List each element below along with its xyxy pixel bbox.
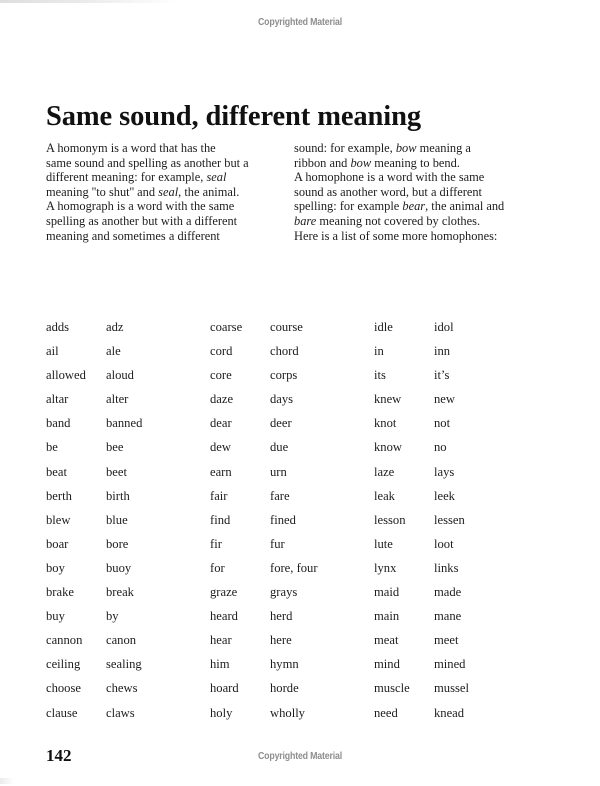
word-row (46, 537, 556, 561)
word-cell: allowed (46, 368, 86, 383)
intro-italic-bow: bow (350, 155, 372, 170)
intro-line (294, 199, 539, 214)
word-cell: laze (374, 464, 395, 479)
word-cell: know (374, 440, 402, 455)
word-cell: chord (270, 344, 299, 359)
word-row (46, 561, 556, 585)
word-cell: ceiling (46, 657, 81, 672)
word-row (46, 440, 556, 464)
word-cell: him (210, 657, 230, 672)
intro-text: different meaning: for example, (46, 170, 207, 185)
word-cell: it’s (434, 368, 450, 383)
intro-italic-seal: seal (158, 184, 179, 199)
word-cell: fined (270, 512, 296, 527)
intro-italic-seal: seal (206, 170, 227, 185)
word-cell: blew (46, 512, 71, 527)
word-cell: deer (270, 416, 292, 431)
word-cell: ail (46, 344, 59, 359)
scan-artifact (0, 0, 180, 3)
word-cell: herd (270, 609, 293, 624)
word-cell: inn (434, 344, 451, 359)
word-cell: lesson (374, 512, 406, 527)
intro-text: Here is a list of some more homophones: (294, 228, 498, 243)
word-cell: cannon (46, 633, 83, 648)
word-cell: bee (106, 440, 124, 455)
intro-line (294, 229, 539, 244)
word-cell: dew (210, 440, 231, 455)
intro-column-right (294, 141, 539, 243)
word-row (46, 368, 556, 392)
intro-line (46, 229, 286, 244)
word-cell: maid (374, 585, 400, 600)
word-cell: choose (46, 681, 81, 696)
intro-text: spelling: for example (294, 199, 403, 214)
word-cell: days (270, 392, 294, 407)
intro-text: ribbon and (294, 155, 351, 170)
word-cell: core (210, 368, 232, 383)
intro-line (294, 156, 539, 171)
page-number: 142 (46, 746, 72, 765)
word-cell: blue (106, 512, 128, 527)
intro-text: sound as another word, but a different (294, 184, 482, 199)
word-cell: adz (106, 320, 124, 334)
word-cell: hoard (210, 681, 239, 696)
word-cell: in (374, 344, 384, 359)
intro-text: spelling as another but with a different (46, 213, 238, 228)
word-cell: boy (46, 560, 65, 575)
word-cell: idol (434, 320, 454, 334)
word-cell: heard (210, 609, 238, 624)
word-cell: for (210, 560, 225, 575)
scan-artifact-bottom (0, 778, 14, 784)
word-row (46, 657, 556, 681)
intro-text: meaning a (416, 141, 471, 155)
word-cell: altar (46, 392, 69, 407)
intro-line (46, 170, 286, 185)
word-cell: claws (106, 705, 135, 720)
word-cell: banned (106, 416, 143, 431)
word-cell: knead (434, 705, 465, 720)
word-cell: buy (46, 609, 65, 624)
word-row (46, 585, 556, 609)
word-cell: band (46, 416, 71, 431)
intro-text: , the animal. (178, 184, 240, 199)
word-cell: urn (270, 464, 287, 479)
word-cell: find (210, 512, 231, 527)
word-cell: cord (210, 344, 233, 359)
word-cell: canon (106, 633, 137, 648)
intro-line (294, 185, 539, 200)
intro-text: meaning ''to shut'' and (46, 184, 159, 199)
word-cell: hear (210, 633, 232, 648)
word-cell: course (270, 320, 303, 334)
word-row (46, 416, 556, 440)
intro-line (46, 214, 286, 229)
word-cell: not (434, 416, 451, 431)
word-cell: leak (374, 488, 395, 503)
intro-text: meaning to bend. (371, 155, 460, 170)
intro-text: meaning and sometimes a different (46, 228, 220, 243)
word-row (46, 633, 556, 657)
word-cell: fore, four (270, 560, 318, 575)
word-cell: daze (210, 392, 234, 407)
word-cell: adds (46, 320, 70, 334)
word-cell: no (434, 440, 447, 455)
word-row (46, 344, 556, 368)
word-cell: idle (374, 320, 393, 334)
word-row (46, 513, 556, 537)
word-cell: clause (46, 705, 78, 720)
word-cell: meet (434, 633, 459, 648)
word-row (46, 320, 556, 344)
word-cell: birth (106, 488, 130, 503)
intro-column-left (46, 141, 286, 243)
word-cell: new (434, 392, 455, 407)
intro-line (46, 141, 286, 156)
word-cell: mind (374, 657, 400, 672)
word-cell: berth (46, 488, 72, 503)
word-cell: beat (46, 464, 67, 479)
word-cell: mane (434, 609, 462, 624)
page-title: Same sound, different meaning (46, 101, 422, 133)
intro-text: , the animal and (425, 199, 505, 214)
intro-text: same sound and spelling as another but a (46, 155, 249, 170)
word-cell: lessen (434, 512, 465, 527)
word-cell: earn (210, 464, 232, 479)
word-cell: lynx (374, 560, 397, 575)
word-cell: wholly (270, 705, 305, 720)
word-cell: its (374, 368, 386, 383)
intro-text: A homonym is a word that has the (46, 141, 216, 155)
watermark-bottom: Copyrighted Material (257, 751, 343, 762)
word-cell: break (106, 585, 134, 600)
intro-text: A homograph is a word with the same (46, 199, 235, 214)
word-cell: fur (270, 536, 285, 551)
intro-line (294, 141, 539, 156)
word-cell: mined (434, 657, 466, 672)
word-cell: hymn (270, 657, 299, 672)
word-cell: aloud (106, 368, 134, 383)
intro-line (294, 170, 539, 185)
watermark-top: Copyrighted Material (257, 17, 343, 28)
intro-italic-bear: bear (402, 199, 426, 214)
word-cell: horde (270, 681, 299, 696)
word-row (46, 706, 556, 730)
intro-line (46, 199, 286, 214)
intro-italic-bow: bow (395, 141, 417, 155)
word-cell: grays (270, 585, 298, 600)
word-cell: sealing (106, 657, 142, 672)
word-cell: leek (434, 488, 455, 503)
word-cell: graze (210, 585, 238, 600)
word-cell: beet (106, 464, 127, 479)
word-cell: ale (106, 344, 121, 359)
word-cell: links (434, 560, 459, 575)
word-cell: knot (374, 416, 397, 431)
word-row (46, 392, 556, 416)
word-row (46, 489, 556, 513)
word-cell: corps (270, 368, 298, 383)
word-cell: dear (210, 416, 232, 431)
word-cell: lays (434, 464, 455, 479)
word-cell: muscle (374, 681, 410, 696)
word-cell: holy (210, 705, 233, 720)
word-row (46, 609, 556, 633)
intro-italic-bare: bare (294, 213, 317, 228)
word-cell: here (270, 633, 292, 648)
word-cell: due (270, 440, 289, 455)
word-cell: fair (210, 488, 228, 503)
word-cell: coarse (210, 320, 243, 334)
intro-line (294, 214, 539, 229)
intro-text: A homophone is a word with the same (294, 170, 485, 185)
word-cell: bore (106, 536, 129, 551)
word-cell: mussel (434, 681, 469, 696)
word-cell: fare (270, 488, 290, 503)
homophone-list (46, 320, 556, 730)
intro-line (46, 156, 286, 171)
word-cell: need (374, 705, 398, 720)
word-row (46, 465, 556, 489)
word-cell: buoy (106, 560, 132, 575)
word-cell: main (374, 609, 400, 624)
word-cell: lute (374, 536, 393, 551)
intro-text: sound: for example, (294, 141, 396, 155)
word-cell: brake (46, 585, 74, 600)
intro-text: meaning not covered by clothes. (316, 213, 481, 228)
word-cell: fir (210, 536, 222, 551)
word-cell: boar (46, 536, 69, 551)
word-cell: alter (106, 392, 129, 407)
intro-line (46, 185, 286, 200)
word-cell: knew (374, 392, 402, 407)
word-cell: chews (106, 681, 138, 696)
word-cell: made (434, 585, 462, 600)
word-cell: meat (374, 633, 399, 648)
word-row (46, 681, 556, 705)
word-cell: by (106, 609, 119, 624)
word-cell: be (46, 440, 58, 455)
word-cell: loot (434, 536, 454, 551)
